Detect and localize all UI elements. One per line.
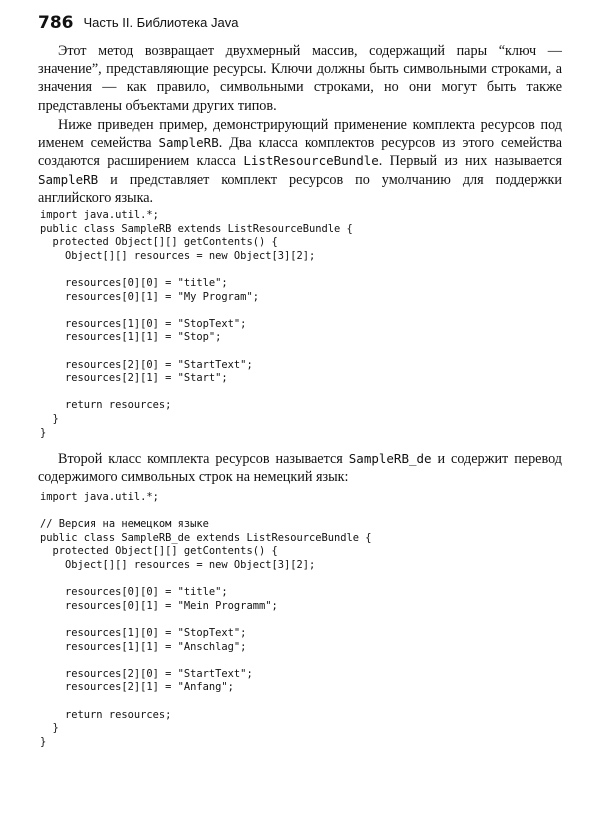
paragraph-example — [38, 116, 562, 207]
text-run: Второй класс комплекта ресурсов называется — [58, 451, 349, 467]
inline-code: SampleRB_de — [348, 451, 432, 466]
inline-code: SampleRB — [158, 135, 219, 151]
paragraph-second-class — [38, 450, 562, 486]
text-run: и содержит перевод содержимого символьных строк на немецкий язык: — [38, 451, 562, 486]
text-run: . Первый из них называется — [378, 153, 562, 170]
text-run: и представляет комплект ресурсов по умолчанию для поддержки английского языка. — [38, 171, 562, 206]
paragraph-intro — [38, 42, 562, 115]
running-title: Часть II. Библиотека Java — [83, 15, 239, 30]
text-run: Ниже приведен пример, демонстрирующий применение комплекта ресурсов под именем семейства — [38, 117, 562, 152]
inline-code: SampleRB — [38, 171, 99, 187]
paragraph-text: Этот метод возвращает двухмерный массив, содержащий пары “ключ — значение”, представляющие ресурсы. Ключи должны быть символьными строками, а значения — как правило, символьными строками, но они могут быть также представлены объектами других типов. — [38, 43, 562, 114]
text-run: . Два класса комплектов ресурсов из этого семейства создаются расширением класса — [38, 135, 562, 170]
inline-code: ListResourceBundle — [243, 153, 379, 169]
code-listing-samplerb-de: import java.util.*; // Версия на немецком языке public class SampleRB_de extends ListResourceBundle { protected Object[][] getContents() { Object[][] resources = new Object[3][2]; resources[0][0] = "title"; resources[0][1] = "Mein Programm"; resources[1][0] = "StopText"; resources[1][1] = "Anschlag"; resources[2][0] = "StartText"; resources[2][1] = "Anfang"; return resources; } } — [40, 491, 372, 748]
code-listing-samplerb: import java.util.*; public class SampleRB extends ListResourceBundle { protected Object[][] getContents() { Object[][] resources = new Object[3][2]; resources[0][0] = "title"; resources[0][1] = "My Program"; resources[1][0] = "StopText"; resources[1][1] = "Stop"; resources[2][0] = "StartText"; resources[2][1] = "Start"; return resources; } } — [40, 209, 353, 439]
page-header — [38, 13, 238, 33]
paragraph-text — [38, 116, 562, 207]
page-number: 786 — [38, 13, 74, 33]
paragraph-text — [38, 450, 562, 486]
